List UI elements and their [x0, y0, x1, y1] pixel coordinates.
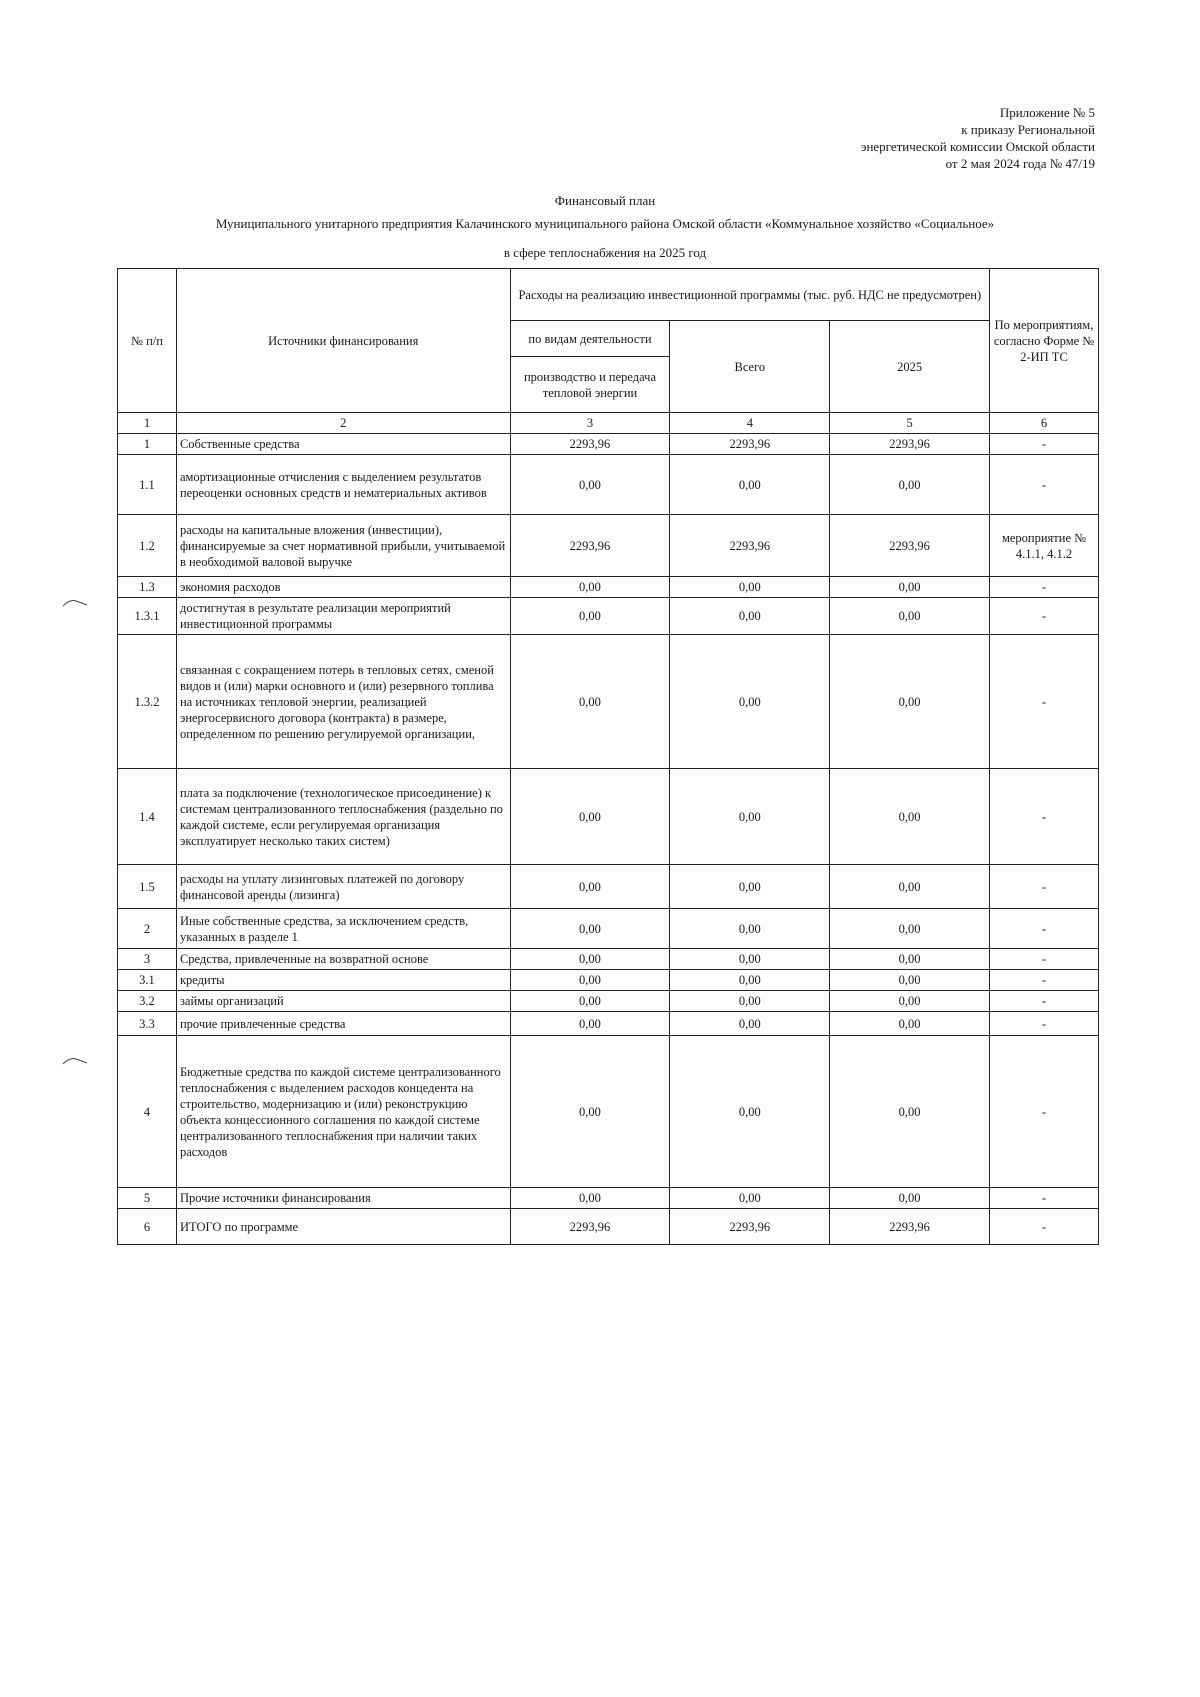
row-event: -: [990, 577, 1099, 598]
row-year-value: 0,00: [830, 991, 990, 1012]
row-event: -: [990, 1209, 1099, 1245]
row-source: плата за подключение (технологическое присоединение) к системам централизованного теплоснабжения (раздельно по каждой системе, если регулируемая организация эксплуатирует несколько таких систем): [176, 769, 510, 865]
row-event: -: [990, 991, 1099, 1012]
row-year-value: 0,00: [830, 1188, 990, 1209]
title-scope: в сфере теплоснабжения на 2025 год: [503, 245, 707, 260]
row-total-value: 0,00: [670, 769, 830, 865]
row-number: 3: [118, 949, 177, 970]
row-activity-value: 0,00: [510, 769, 670, 865]
row-total-value: 0,00: [670, 577, 830, 598]
row-source: займы организаций: [176, 991, 510, 1012]
header-num: № п/п: [118, 269, 177, 413]
row-event: -: [990, 434, 1099, 455]
row-activity-value: 2293,96: [510, 515, 670, 577]
row-year-value: 0,00: [830, 970, 990, 991]
table-row: [118, 577, 1099, 598]
column-number: 6: [990, 413, 1099, 434]
table-row: [118, 991, 1099, 1012]
title-financial-plan: Финансовый план: [554, 193, 656, 208]
table-row: [118, 949, 1099, 970]
row-event: -: [990, 865, 1099, 909]
row-activity-value: 2293,96: [510, 1209, 670, 1245]
header-year: 2025: [830, 321, 990, 413]
row-number: 4: [118, 1036, 177, 1188]
row-year-value: 2293,96: [830, 434, 990, 455]
header-activity: производство и передача тепловой энергии: [510, 357, 670, 413]
table-row: [118, 635, 1099, 769]
row-event: -: [990, 769, 1099, 865]
appendix-number: Приложение № 5: [999, 105, 1095, 120]
row-activity-value: 0,00: [510, 1036, 670, 1188]
row-source: связанная с сокращением потерь в тепловых сетях, сменой видов и (или) марки основного и (или) резервного топлива на источниках тепловой энергии, реализацией энергосервисного договора (контракта) в размере, определенном по решению регулируемой организации,: [176, 635, 510, 769]
table-row: [118, 598, 1099, 635]
row-source: расходы на капитальные вложения (инвестиции), финансируемые за счет нормативной прибыли, учитываемой в необходимой валовой выручке: [176, 515, 510, 577]
header-source: Источники финансирования: [176, 269, 510, 413]
financial-plan-table: [117, 268, 1099, 1245]
row-source: достигнутая в результате реализации мероприятий инвестиционной программы: [176, 598, 510, 635]
row-total-value: 0,00: [670, 1188, 830, 1209]
table-row: [118, 1036, 1099, 1188]
row-source: Прочие источники финансирования: [176, 1188, 510, 1209]
row-event: -: [990, 1012, 1099, 1036]
row-event: -: [990, 909, 1099, 949]
row-activity-value: 0,00: [510, 909, 670, 949]
header-by-activity: по видам деятельности: [510, 321, 670, 357]
row-year-value: 0,00: [830, 865, 990, 909]
row-source: прочие привлеченные средства: [176, 1012, 510, 1036]
row-activity-value: 0,00: [510, 949, 670, 970]
header-expenses: Расходы на реализацию инвестиционной программы (тыс. руб. НДС не предусмотрен): [510, 269, 989, 321]
column-number: 2: [176, 413, 510, 434]
document-title: [0, 192, 1200, 261]
row-year-value: 0,00: [830, 598, 990, 635]
row-total-value: 0,00: [670, 635, 830, 769]
row-event: -: [990, 455, 1099, 515]
row-total-value: 0,00: [670, 909, 830, 949]
row-number: 1.5: [118, 865, 177, 909]
column-number: 3: [510, 413, 670, 434]
row-number: 1: [118, 434, 177, 455]
row-activity-value: 0,00: [510, 1188, 670, 1209]
table-row: [118, 1209, 1099, 1245]
table-row: [118, 434, 1099, 455]
row-total-value: 2293,96: [670, 1209, 830, 1245]
row-number: 1.3.2: [118, 635, 177, 769]
row-event: мероприятие № 4.1.1, 4.1.2: [990, 515, 1099, 577]
row-event: -: [990, 635, 1099, 769]
row-event: -: [990, 970, 1099, 991]
title-organization: Муниципального унитарного предприятия Калачинского муниципального района Омской области «Коммунальное хозяйство «Социальное»: [215, 216, 995, 231]
row-source: Иные собственные средства, за исключением средств, указанных в разделе 1: [176, 909, 510, 949]
row-year-value: 0,00: [830, 455, 990, 515]
margin-mark: [62, 1057, 88, 1065]
row-total-value: 0,00: [670, 1036, 830, 1188]
row-number: 3.3: [118, 1012, 177, 1036]
row-activity-value: 0,00: [510, 635, 670, 769]
row-number: 1.4: [118, 769, 177, 865]
row-total-value: 0,00: [670, 1012, 830, 1036]
row-activity-value: 0,00: [510, 991, 670, 1012]
row-activity-value: 0,00: [510, 598, 670, 635]
row-activity-value: 0,00: [510, 577, 670, 598]
table-row: [118, 455, 1099, 515]
row-year-value: 2293,96: [830, 515, 990, 577]
row-number: 1.1: [118, 455, 177, 515]
row-year-value: 0,00: [830, 949, 990, 970]
row-source: Бюджетные средства по каждой системе централизованного теплоснабжения с выделением расходов концедента на строительство, модернизацию и (или) реконструкцию объекта концессионного соглашения по каждой системе централизованного теплоснабжения при наличии таких расходов: [176, 1036, 510, 1188]
row-total-value: 0,00: [670, 455, 830, 515]
row-source: экономия расходов: [176, 577, 510, 598]
row-activity-value: 0,00: [510, 970, 670, 991]
row-year-value: 0,00: [830, 577, 990, 598]
row-total-value: 2293,96: [670, 434, 830, 455]
column-number: 1: [118, 413, 177, 434]
margin-mark: [62, 599, 88, 607]
row-year-value: 2293,96: [830, 1209, 990, 1245]
row-year-value: 0,00: [830, 769, 990, 865]
row-total-value: 0,00: [670, 598, 830, 635]
row-number: 3.1: [118, 970, 177, 991]
appendix-order: к приказу Региональной: [961, 122, 1095, 137]
appendix-date: от 2 мая 2024 года № 47/19: [945, 156, 1095, 171]
row-number: 1.3: [118, 577, 177, 598]
column-number: 4: [670, 413, 830, 434]
row-activity-value: 0,00: [510, 1012, 670, 1036]
table-row: [118, 1188, 1099, 1209]
row-source: кредиты: [176, 970, 510, 991]
row-year-value: 0,00: [830, 635, 990, 769]
table-row: [118, 515, 1099, 577]
row-activity-value: 0,00: [510, 455, 670, 515]
row-year-value: 0,00: [830, 1012, 990, 1036]
row-source: амортизационные отчисления с выделением результатов переоценки основных средств и нематериальных активов: [176, 455, 510, 515]
header-total: Всего: [670, 321, 830, 413]
appendix-reference: [765, 104, 1095, 172]
row-total-value: 2293,96: [670, 515, 830, 577]
row-source: расходы на уплату лизинговых платежей по договору финансовой аренды (лизинга): [176, 865, 510, 909]
row-year-value: 0,00: [830, 909, 990, 949]
row-event: -: [990, 949, 1099, 970]
table-row: [118, 970, 1099, 991]
row-activity-value: 0,00: [510, 865, 670, 909]
row-total-value: 0,00: [670, 991, 830, 1012]
row-source: ИТОГО по программе: [176, 1209, 510, 1245]
row-total-value: 0,00: [670, 865, 830, 909]
row-number: 1.3.1: [118, 598, 177, 635]
row-number: 3.2: [118, 991, 177, 1012]
row-number: 6: [118, 1209, 177, 1245]
row-number: 1.2: [118, 515, 177, 577]
table-row: [118, 769, 1099, 865]
row-event: -: [990, 1188, 1099, 1209]
row-source: Собственные средства: [176, 434, 510, 455]
row-event: -: [990, 598, 1099, 635]
row-activity-value: 2293,96: [510, 434, 670, 455]
column-number: 5: [830, 413, 990, 434]
table-row: [118, 865, 1099, 909]
row-number: 5: [118, 1188, 177, 1209]
row-total-value: 0,00: [670, 970, 830, 991]
row-source: Средства, привлеченные на возвратной основе: [176, 949, 510, 970]
row-number: 2: [118, 909, 177, 949]
table-row: [118, 1012, 1099, 1036]
header-events: По мероприятиям, согласно Форме № 2-ИП ТС: [990, 269, 1099, 413]
row-event: -: [990, 1036, 1099, 1188]
row-year-value: 0,00: [830, 1036, 990, 1188]
row-total-value: 0,00: [670, 949, 830, 970]
appendix-commission: энергетической комиссии Омской области: [860, 139, 1095, 154]
table-row: [118, 909, 1099, 949]
